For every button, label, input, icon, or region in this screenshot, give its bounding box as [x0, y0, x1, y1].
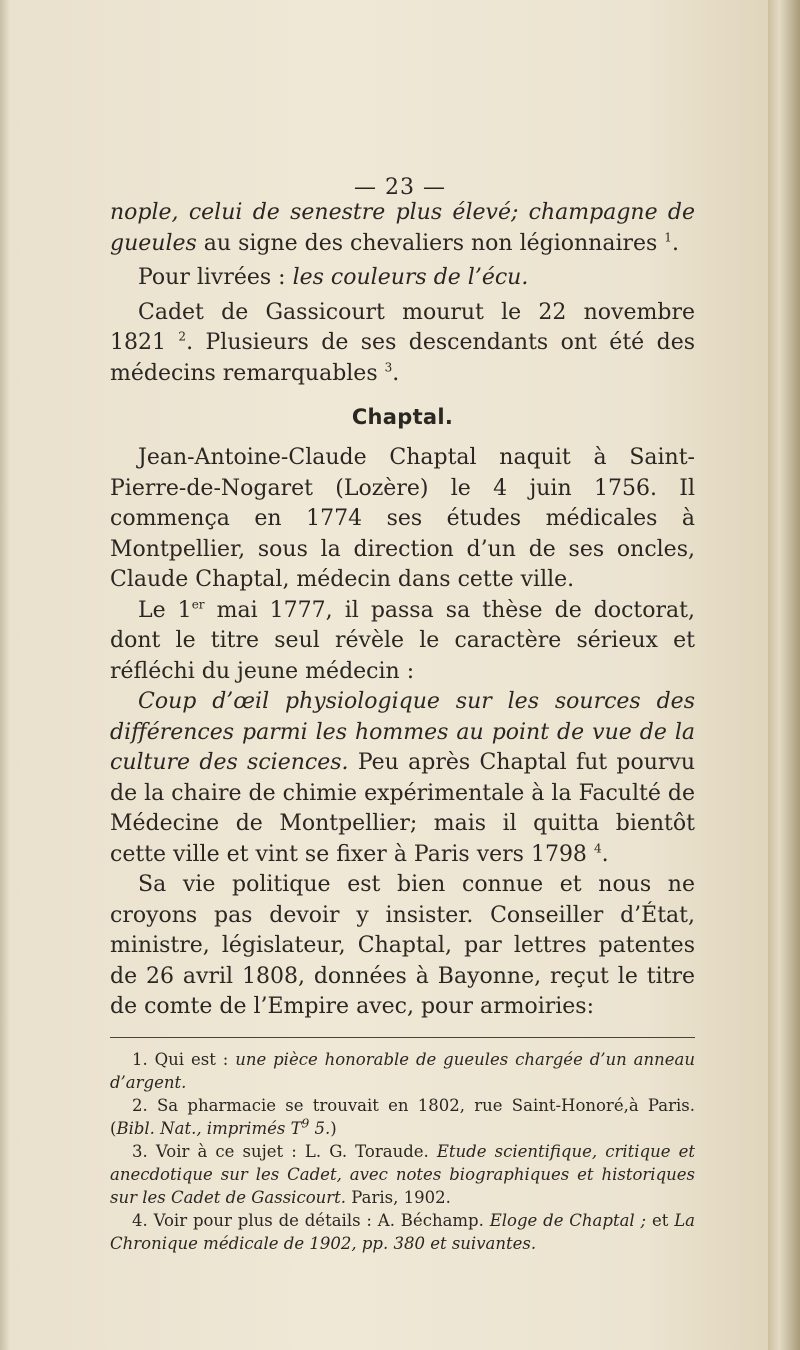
footnote-text: Voir pour plus de détails : A. Béchamp.	[147, 1210, 490, 1230]
paragraph-7: Sa vie politique est bien connue et nous ne croyons pas devoir y insister. Conseiller d’État, ministre, législateur, Chaptal, par lettres patentes de 26 avril 1808, données à Bayonne, reçut le titre de comte de l’Empire avec, pour armoiries:	[110, 872, 695, 1019]
page-gutter-shadow	[0, 0, 10, 1350]
footnote-italic: Bibl. Nat., imprimés T	[116, 1118, 302, 1138]
paragraph-text: mai 1777, il passa sa thèse de doctorat, dont le titre seul révèle le caractère sérieux et réfléchi du jeune médecin :	[110, 597, 695, 684]
punctuation: .	[671, 230, 679, 256]
footnote-text: et	[646, 1210, 675, 1230]
italic-text: nople, celui de senestre plus élevé; champagne de gueules	[110, 200, 695, 256]
punctuation: )	[330, 1118, 337, 1138]
footnote-text: Voir à ce sujet : L. G. Toraude.	[147, 1141, 437, 1161]
footnote-italic: Eloge de Chaptal ;	[489, 1210, 647, 1230]
footnote-2	[110, 1094, 695, 1140]
paragraph-3	[110, 298, 695, 390]
paragraph-text: au signe des chevaliers non légionnaires	[196, 230, 665, 256]
paragraph-1	[110, 198, 695, 259]
footnote-divider	[110, 1037, 695, 1038]
footnote-ref: 1	[664, 230, 672, 245]
page-body	[110, 198, 695, 1255]
punctuation: .	[392, 360, 400, 386]
footnote-ref: 2	[178, 329, 187, 344]
page-number: — 23 —	[354, 175, 446, 200]
footnote-number: 3.	[132, 1141, 148, 1161]
paragraph-text: Pour livrées :	[138, 265, 293, 290]
footnote-text: Paris, 1902.	[346, 1187, 451, 1207]
footnote-italic: La Chronique médicale de 1902, pp. 380 et suivantes.	[110, 1210, 695, 1253]
italic-text: les couleurs de l’écu.	[292, 265, 529, 290]
thesis-title: Coup d’œil physiologique sur les sources des différences parmi les hommes au point de vue de la culture des sciences.	[110, 689, 695, 775]
paragraph-2	[110, 263, 695, 294]
paragraph-5	[110, 596, 695, 688]
footnote-1	[110, 1048, 695, 1094]
footnote-text: Qui est :	[147, 1049, 236, 1069]
footnote-superscript: 9	[301, 1116, 310, 1130]
footnote-italic: 5.	[309, 1118, 331, 1138]
footnote-3	[110, 1140, 695, 1209]
paragraph-text: Peu après Chaptal fut pourvu de la chaire de chimie expérimentale à la Faculté de Médecine de Montpellier; mais il quitta bientôt cette ville et vint se fixer à Paris vers 1798	[110, 750, 696, 867]
footnote-4	[110, 1209, 695, 1255]
paragraph-6	[110, 687, 695, 870]
paragraph-4: Jean-Antoine-Claude Chaptal naquit à Saint-Pierre-de-Nogaret (Lozère) le 4 juin 1756. Il commença en 1774 ses études médicales à Montpellier, sous la direction d’un de ses oncles, Claude Chaptal, médecin dans cette ville.	[110, 445, 695, 592]
punctuation: .	[601, 841, 609, 867]
footnote-number: 2.	[132, 1095, 148, 1115]
footnote-ref: 4	[593, 841, 602, 856]
paragraph-text: Le 1	[138, 597, 192, 623]
footnote-text: Sa pharmacie se trouvait en 1802, rue Saint-Honoré,à Paris. (	[110, 1095, 695, 1138]
footnote-number: 1.	[132, 1049, 148, 1069]
paragraph-text: . Plusieurs de ses descendants ont été des médecins remarquables	[110, 330, 696, 386]
section-heading: Chaptal.	[351, 405, 454, 429]
footnote-italic: Etude scientifique, critique et anecdotique sur les Cadet, avec notes biographiques et historiques sur les Cadet de Gassicourt.	[110, 1141, 695, 1207]
footnote-ref: 3	[384, 360, 393, 375]
footnote-italic: une pièce honorable de gueules chargée d’un anneau d’argent.	[110, 1049, 695, 1092]
ordinal-suffix: er	[191, 597, 205, 612]
book-spine-edge	[768, 0, 800, 1350]
footnote-number: 4.	[132, 1210, 148, 1230]
footnotes	[110, 1048, 695, 1255]
paragraph-text: Cadet de Gassicourt mourut le 22 novembre 1821	[110, 299, 695, 355]
